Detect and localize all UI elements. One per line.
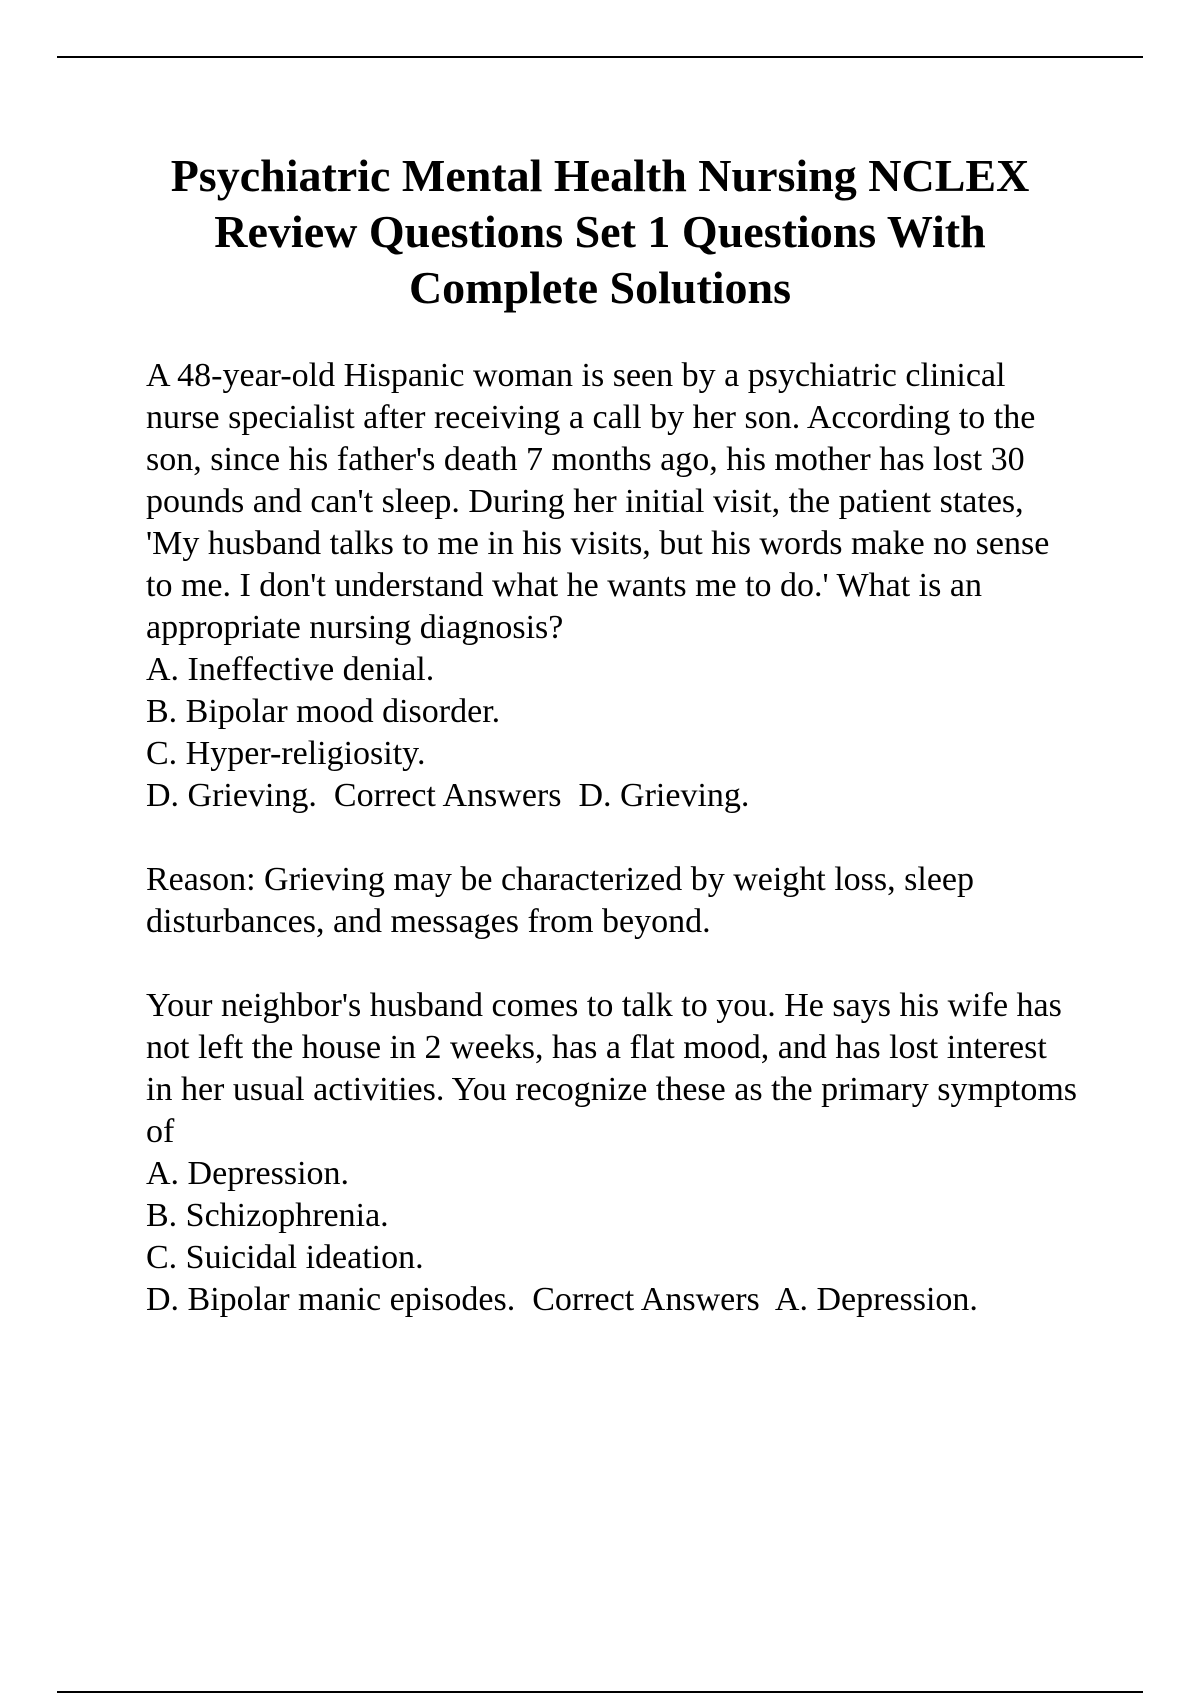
- option-b: B. Schizophrenia.: [146, 1197, 389, 1234]
- option-a: A. Ineffective denial.: [146, 651, 435, 688]
- option-c: C. Suicidal ideation.: [146, 1239, 424, 1276]
- question-text: A 48-year-old Hispanic woman is seen by a psychiatric clinical nurse specialist after receiving a call by her son. According to the son, since his father's death 7 months ago, his mother has lost 30 pounds and can't sleep. During her initial visit, the patient states, 'My husband talks to me in his visits, but his words make no sense to me. I don't understand what he wants me to do.' What is an appropriate nursing diagnosis?: [146, 357, 1050, 646]
- option-d-with-answer: [146, 1279, 1080, 1321]
- correct-answer: D. Grieving.: [578, 777, 750, 814]
- answer-reason: Reason: Grieving may be characterized by weight loss, sleep disturbances, and messages from beyond.: [146, 861, 975, 940]
- page-title: Psychiatric Mental Health Nursing NCLEX Review Questions Set 1 Questions With Complete Solutions: [170, 150, 1030, 313]
- answer-options: [146, 649, 1080, 817]
- bottom-rule: [57, 1691, 1143, 1693]
- correct-answers-label: Correct Answers: [333, 777, 562, 814]
- option-a: A. Depression.: [146, 1155, 350, 1192]
- correct-answer: A. Depression.: [774, 1281, 978, 1318]
- question-text: Your neighbor's husband comes to talk to you. He says his wife has not left the house in 2 weeks, has a flat mood, and has lost interest in her usual activities. You recognize these as the primary symptoms of: [146, 987, 1078, 1150]
- document-body: [146, 355, 1080, 1321]
- correct-answers-label: Correct Answers: [532, 1281, 760, 1318]
- top-rule: [57, 56, 1143, 58]
- option-d: D. Grieving.: [146, 777, 317, 814]
- question-block-1: [146, 355, 1080, 943]
- option-c: C. Hyper-religiosity.: [146, 735, 426, 772]
- answer-options: [146, 1153, 1080, 1321]
- option-d-with-answer: [146, 775, 1080, 817]
- question-block-2: [146, 985, 1080, 1321]
- option-b: B. Bipolar mood disorder.: [146, 693, 501, 730]
- option-d: D. Bipolar manic episodes.: [146, 1281, 516, 1318]
